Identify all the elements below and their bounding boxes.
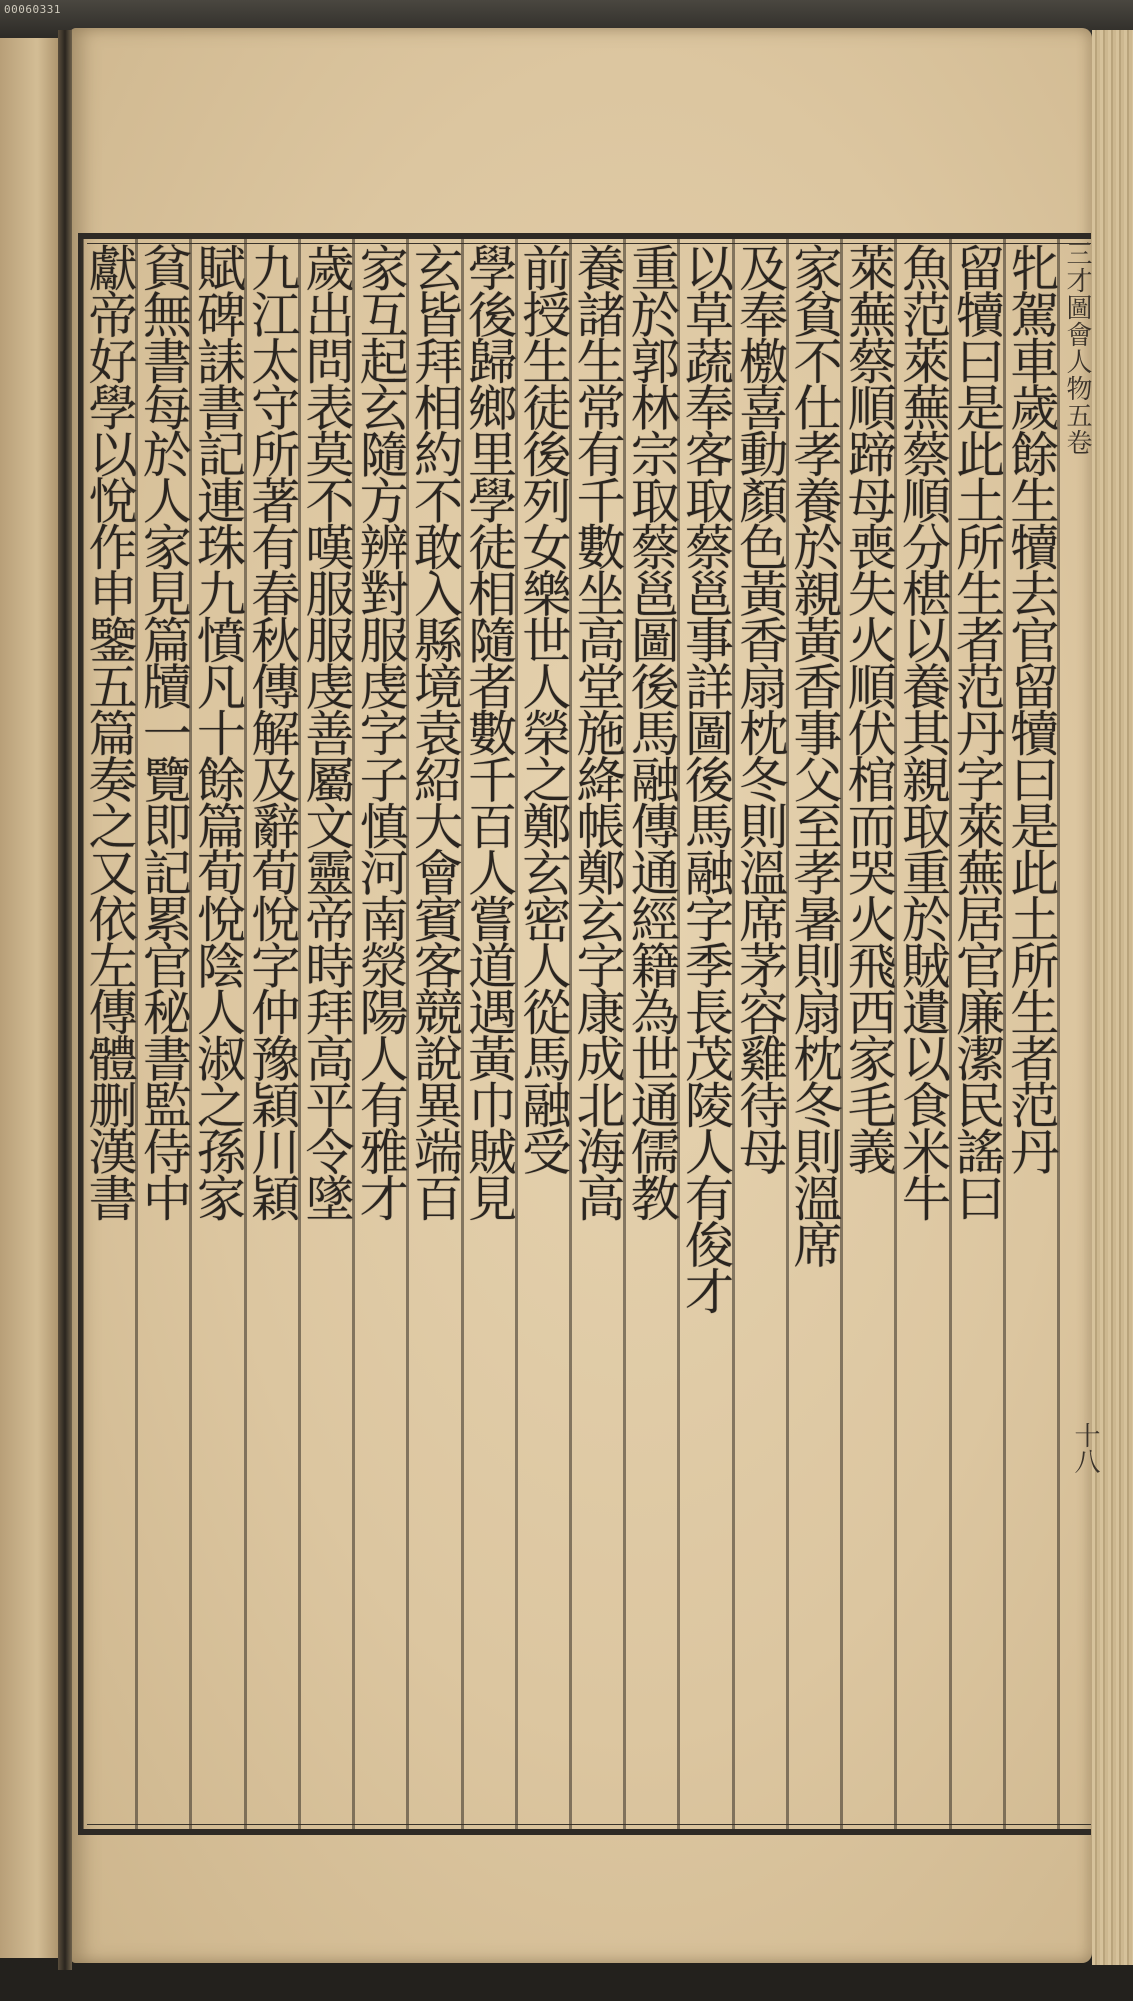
- text-column: 賦碑誄書記連珠九憤凡十餘篇荀悅陰人淑之孫家: [189, 243, 247, 1220]
- text-column: 貧無書每於人家見篇牘一覽即記累官秘書監侍中: [135, 243, 193, 1220]
- leaf-number: 十八: [1070, 1422, 1100, 1474]
- text-column: 以草蔬奉客取蔡邕事詳圖後馬融字季長茂陵人有俊才: [677, 243, 735, 1313]
- archive-id-label: 00060331: [4, 3, 61, 16]
- text-column: 學後歸鄉里學徒相隨者數千百人嘗道遇黃巾賊見: [460, 243, 518, 1220]
- text-column: 歲出問表莫不嘆服服虔善屬文靈帝時拜高平令墜: [298, 243, 355, 1220]
- text-column: 家貧不仕孝養於親黃香事父至孝暑則扇枕冬則溫席: [786, 243, 843, 1266]
- left-page-edge: [0, 38, 62, 1958]
- text-column: 九江太守所著有春秋傳解及辭荀悅字仲豫穎川穎: [243, 243, 301, 1220]
- text-column: 萊蕪蔡順蹄母喪失火順伏棺而哭火飛西家毛義: [840, 243, 898, 1173]
- text-column: 牝駕車歲餘生犢去官留犢曰是此土所生者范丹: [1002, 243, 1060, 1173]
- page-stack-edge: [1092, 30, 1133, 1965]
- text-column: 留犢曰是此土所生者范丹字萊蕪居官廉潔民謠曰: [948, 243, 1006, 1220]
- text-column: 魚范萊蕪蔡順分椹以養其親取重於賊遺以食米牛: [894, 243, 952, 1220]
- text-column: 獻帝好學以悅作申鑒五篇奏之又依左傳體删漢書: [81, 243, 139, 1220]
- text-column: 玄皆拜相約不敢入縣境袁紹大會賓客競說異端百: [406, 243, 464, 1220]
- text-column: 養諸生常有千數坐高堂施絳帳鄭玄字康成北海高: [569, 243, 627, 1220]
- text-column: 及奉檄喜動顏色黃香扇枕冬則溫席茅容雞待母: [731, 243, 789, 1173]
- text-column: 家互起玄隨方辨對服虔字子慎河南滎陽人有雅才: [352, 243, 410, 1220]
- text-column: 前授生徒後列女樂世人榮之鄭玄密人從馬融受: [514, 243, 572, 1173]
- margin-title: 三才圖會人物五卷: [1062, 240, 1092, 456]
- text-column: 重於郭林宗取蔡邕圖後馬融傳通經籍為世通儒教: [623, 243, 681, 1220]
- book-gutter: [58, 30, 72, 1970]
